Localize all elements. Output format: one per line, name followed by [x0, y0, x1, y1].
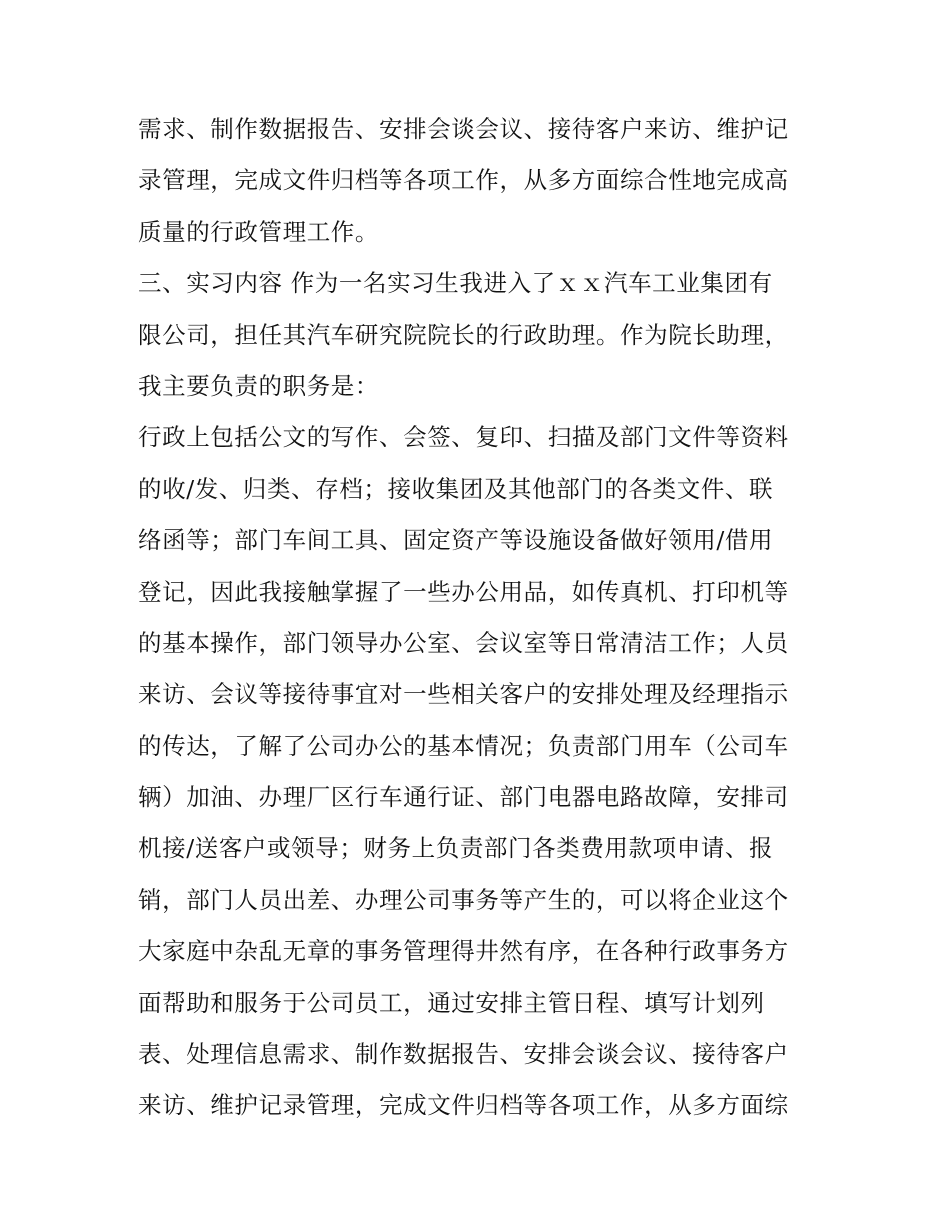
- text-line: 来访、维护记录管理，完成文件归档等各项工作，从多方面综: [138, 1091, 789, 1120]
- text-line: 的传达，了解了公司办公的基本情况；负责部门用车（公司车: [138, 731, 789, 760]
- text-line: 三、实习内容 作为一名实习生我进入了ｘｘ汽车工业集团有: [138, 269, 773, 298]
- text-line: 录管理，完成文件归档等各项工作，从多方面综合性地完成高: [138, 166, 789, 195]
- text-line: 面帮助和服务于公司员工，通过安排主管日程、填写计划列: [138, 988, 765, 1017]
- text-line: 的收/发、归类、存档；接收集团及其他部门的各类文件、联: [138, 474, 774, 503]
- text-line: 来访、会议等接待事宜对一些相关客户的安排处理及经理指示: [138, 680, 789, 709]
- text-line: 的基本操作，部门领导办公室、会议室等日常清洁工作；人员: [138, 628, 789, 657]
- text-line: 表、处理信息需求、制作数据报告、安排会谈会议、接待客户: [138, 1040, 789, 1069]
- text-line: 行政上包括公文的写作、会签、复印、扫描及部门文件等资料: [138, 423, 789, 452]
- text-line: 机接/送客户或领导；财务上负责部门各类费用款项申请、报: [138, 834, 774, 863]
- body-text: [138, 104, 828, 1132]
- text-line: 辆）加油、办理厂区行车通行证、部门电器电路故障，安排司: [138, 783, 789, 812]
- text-line: 大家庭中杂乱无章的事务管理得井然有序，在各种行政事务方: [138, 937, 789, 966]
- text-line: 需求、制作数据报告、安排会谈会议、接待客户来访、维护记: [138, 115, 789, 143]
- text-line: 限公司，担任其汽车研究院院长的行政助理。作为院长助理，: [138, 320, 789, 349]
- text-line: 络函等；部门车间工具、固定资产等设施设备做好领用/借用: [138, 526, 774, 555]
- text-line: 我主要负责的职务是：: [138, 371, 379, 400]
- text-line: 销，部门人员出差、办理公司事务等产生的，可以将企业这个: [138, 885, 789, 914]
- text-line: 质量的行政管理工作。: [138, 217, 379, 246]
- text-line: 登记，因此我接触掌握了一些办公用品，如传真机、打印机等: [138, 577, 789, 606]
